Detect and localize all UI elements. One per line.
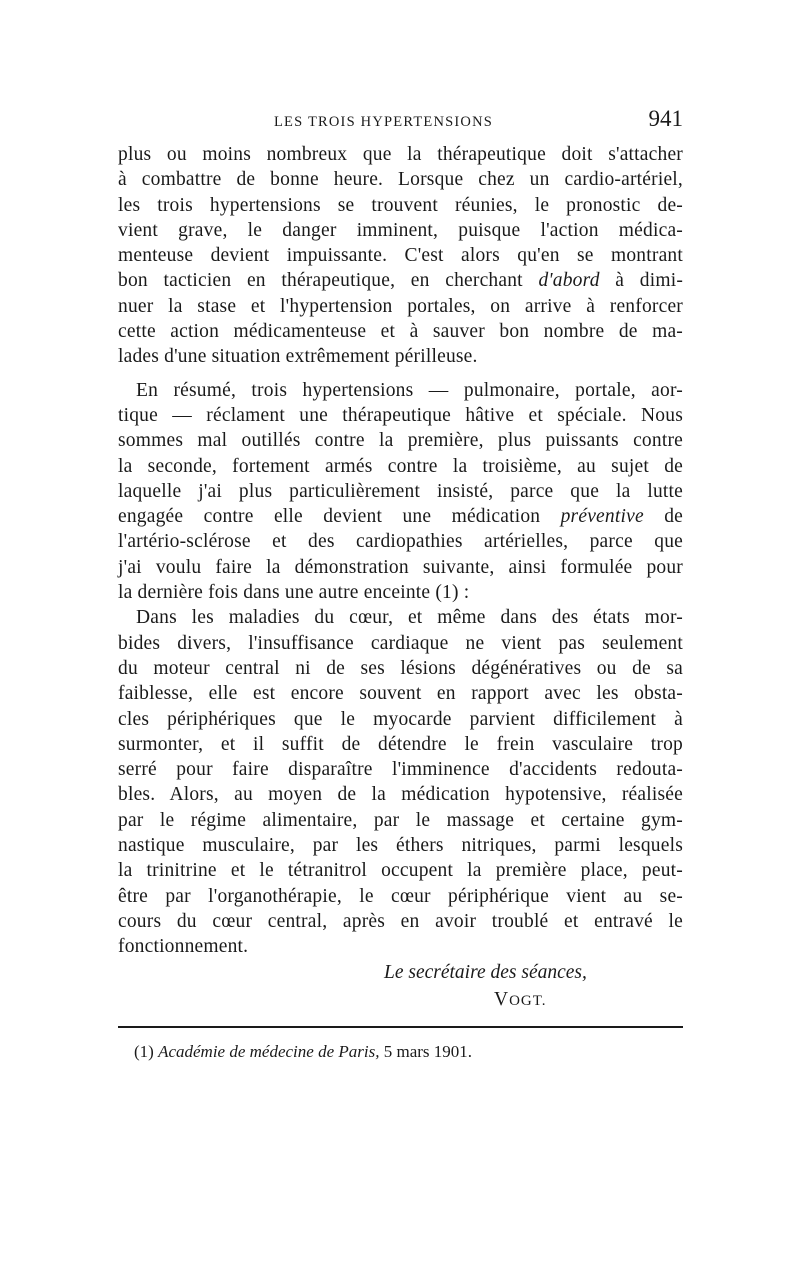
text-line: plus ou moins nombreux que la thérapeutique doit s'attacher <box>118 144 683 165</box>
text-line: cours du cœur central, après en avoir troublé et entravé le <box>118 910 683 932</box>
text-line: En résumé, trois hypertensions — pulmonaire, portale, aor- <box>136 379 683 401</box>
text-line: fonctionnement. <box>118 936 249 958</box>
text-line: cette action médicamenteuse et à sauver bon nombre de ma- <box>118 321 683 343</box>
text-line: les trois hypertensions se trouvent réunies, le pronostic de- <box>118 194 683 216</box>
text-line: serré pour faire disparaître l'imminence d'accidents redouta- <box>118 759 683 781</box>
signature-block <box>118 960 683 1014</box>
text-line: j'ai voulu faire la démonstration suivante, ainsi formulée pour <box>118 556 683 578</box>
text-line: tique — réclament une thérapeutique hâtive et spéciale. Nous <box>118 404 683 426</box>
paragraph-1 <box>118 142 683 370</box>
signature-initial: V <box>494 988 510 1010</box>
book-page <box>118 108 683 1062</box>
text-line: lades d'une situation extrêmement périlleuse. <box>118 346 478 368</box>
text-line: l'artério-sclérose et des cardiopathies artérielles, parce que <box>118 531 683 553</box>
signature-name <box>118 987 683 1014</box>
italic-term: préventive <box>560 506 644 528</box>
text-line: menteuse devient impuissante. C'est alors qu'en se montrant <box>118 245 683 267</box>
text-line: être par l'organothérapie, le cœur périphérique vient au se- <box>118 885 683 907</box>
text-line: sommes mal outillés contre la première, plus puissants contre <box>118 430 683 452</box>
footnote-source: Académie de médecine de Paris, <box>158 1041 380 1061</box>
text-line <box>118 504 683 529</box>
footnote <box>118 1042 683 1062</box>
text-span: à dimi- <box>615 270 684 292</box>
text-line: laquelle j'ai plus particulièrement insisté, parce que la lutte <box>118 480 683 502</box>
text-line: nuer la stase et l'hypertension portales, on arrive à renforcer <box>118 295 683 317</box>
text-line: vient grave, le danger imminent, puisque l'action médica- <box>118 219 683 241</box>
footnote-marker: (1) <box>134 1041 154 1061</box>
text-line <box>118 268 683 293</box>
text-line: par le régime alimentaire, par le massage et certaine gym- <box>118 809 683 831</box>
text-line: du moteur central ni de ses lésions dégénératives ou de sa <box>118 657 683 679</box>
text-line: la trinitrine et le tétranitrol occupent la première place, peut- <box>118 860 683 882</box>
signature-title: Le secrétaire des séances, <box>384 961 587 983</box>
running-head <box>118 108 683 142</box>
text-span: de <box>664 506 684 528</box>
text-line: nastique musculaire, par les éthers nitriques, parmi lesquels <box>118 835 683 857</box>
text-line: bles. Alors, au moyen de la médication hypotensive, réalisée <box>118 784 683 806</box>
text-line: faiblesse, elle est encore souvent en rapport avec les obsta- <box>118 683 683 705</box>
text-line: la seconde, fortement armés contre la troisième, au sujet de <box>118 455 683 477</box>
text-line: la dernière fois dans une autre enceinte (1) : <box>118 582 470 604</box>
text-line: Dans les maladies du cœur, et même dans des états mor- <box>136 607 683 629</box>
paragraph-3 <box>118 605 683 959</box>
paragraph-2 <box>118 378 683 606</box>
text-line: surmonter, et il suffit de détendre le frein vasculaire trop <box>118 733 683 755</box>
text-line: bides divers, l'insuffisance cardiaque ne vient pas seulement <box>118 632 683 654</box>
signature-name-rest: OGT. <box>509 992 547 1009</box>
footnote-date: 5 mars 1901. <box>383 1041 473 1061</box>
running-title: LES TROIS HYPERTENSIONS <box>274 114 494 130</box>
text-span: bon tacticien en thérapeutique, en cherchant <box>118 270 523 292</box>
text-line: cles périphériques que le myocarde parvient difficilement à <box>118 708 683 730</box>
page-number: 941 <box>648 106 683 131</box>
footnote-divider <box>118 1026 683 1028</box>
text-span: engagée contre elle devient une médication <box>118 506 541 528</box>
italic-term: d'abord <box>538 270 600 292</box>
text-line: à combattre de bonne heure. Lorsque chez un cardio-artériel, <box>118 169 683 191</box>
